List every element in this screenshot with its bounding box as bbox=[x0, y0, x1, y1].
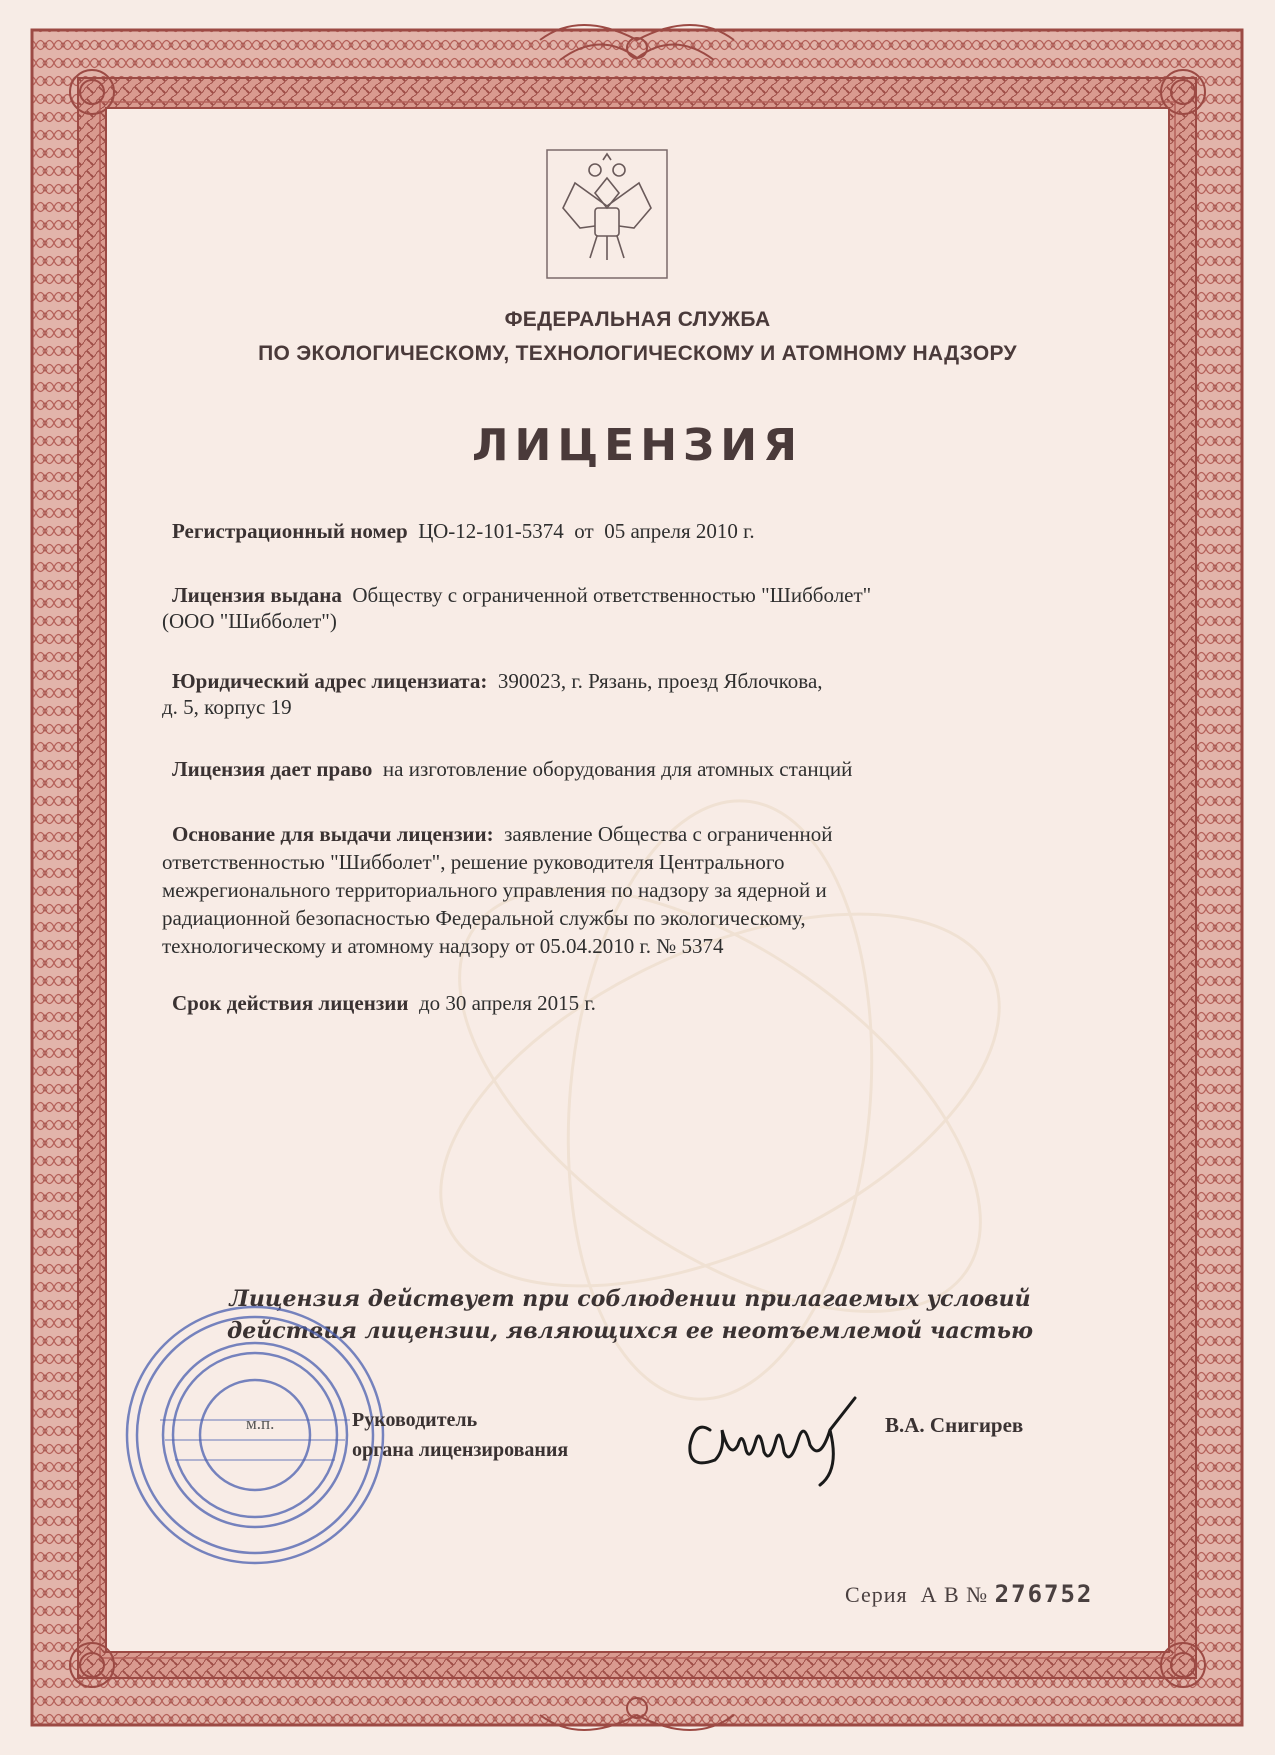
coat-of-arms-emblem bbox=[545, 148, 669, 280]
issued-to-field bbox=[162, 582, 1032, 634]
signatory-name: В.А. Снигирев bbox=[885, 1413, 1024, 1437]
legal-address-field bbox=[162, 668, 1032, 720]
signatory-role-line1: Руководитель bbox=[352, 1409, 478, 1431]
license-right-label: Лицензия дает право bbox=[172, 757, 373, 781]
legal-address-line2: д. 5, корпус 19 bbox=[162, 695, 292, 719]
basis-line1: заявление Общества с ограниченной bbox=[504, 822, 833, 846]
license-right-value: на изготовление оборудования для атомных станций bbox=[382, 757, 853, 781]
conditions-line1: Лицензия действует при соблюдении прилагаемых условий bbox=[229, 1286, 1031, 1312]
registration-label: Регистрационный номер bbox=[172, 519, 408, 543]
basis-label: Основание для выдачи лицензии: bbox=[172, 822, 494, 846]
issued-to-line1: Обществу с ограниченной ответственностью "Шибболет" bbox=[352, 583, 872, 607]
registration-from: от bbox=[574, 519, 594, 543]
stamp-place-label: м.п. bbox=[246, 1414, 275, 1433]
series-letters: А В bbox=[920, 1582, 960, 1607]
registration-field bbox=[172, 518, 1032, 544]
basis-line4: радиационной безопасностью Федеральной службы по экологическому, bbox=[162, 906, 806, 930]
series-number bbox=[845, 1580, 1093, 1608]
validity-value: до 30 апреля 2015 г. bbox=[418, 991, 596, 1015]
official-stamp bbox=[120, 1300, 390, 1570]
series-number-value: 276752 bbox=[994, 1580, 1094, 1608]
legal-address-label: Юридический адрес лицензиата: bbox=[172, 669, 488, 693]
issued-to-label: Лицензия выдана bbox=[172, 583, 342, 607]
basis-line3: межрегионального территориального управления по надзору за ядерной и bbox=[162, 878, 827, 902]
handwritten-signature bbox=[680, 1390, 880, 1490]
organization-name-line1: ФЕДЕРАЛЬНАЯ СЛУЖБА bbox=[504, 308, 771, 331]
basis-line5: технологическому и атомному надзору от 05.04.2010 г. № 5374 bbox=[162, 934, 724, 958]
conditions-line2: действия лицензии, являющихся ее неотъемлемой частью bbox=[226, 1318, 1034, 1344]
basis-line2: ответственностью "Шибболет", решение руководителя Центрального bbox=[162, 850, 785, 874]
license-right-field bbox=[172, 756, 1032, 782]
organization-name-line2: ПО ЭКОЛОГИЧЕСКОМУ, ТЕХНОЛОГИЧЕСКОМУ И АТОМНОМУ НАДЗОРУ bbox=[258, 342, 1017, 365]
registration-date: 05 апреля 2010 г. bbox=[604, 519, 755, 543]
series-number-sign: № bbox=[966, 1582, 989, 1607]
registration-number: ЦО-12-101-5374 bbox=[418, 519, 564, 543]
validity-label: Срок действия лицензии bbox=[172, 991, 409, 1015]
legal-address-line1: 390023, г. Рязань, проезд Яблочкова, bbox=[497, 669, 823, 693]
series-label: Серия bbox=[845, 1582, 908, 1607]
validity-field bbox=[172, 990, 1032, 1016]
signatory-role-line2: органа лицензирования bbox=[352, 1439, 569, 1461]
document-title: ЛИЦЕНЗИЯ bbox=[471, 420, 804, 471]
basis-field bbox=[162, 820, 1032, 960]
issued-to-line2: (ООО "Шибболет") bbox=[162, 609, 337, 633]
